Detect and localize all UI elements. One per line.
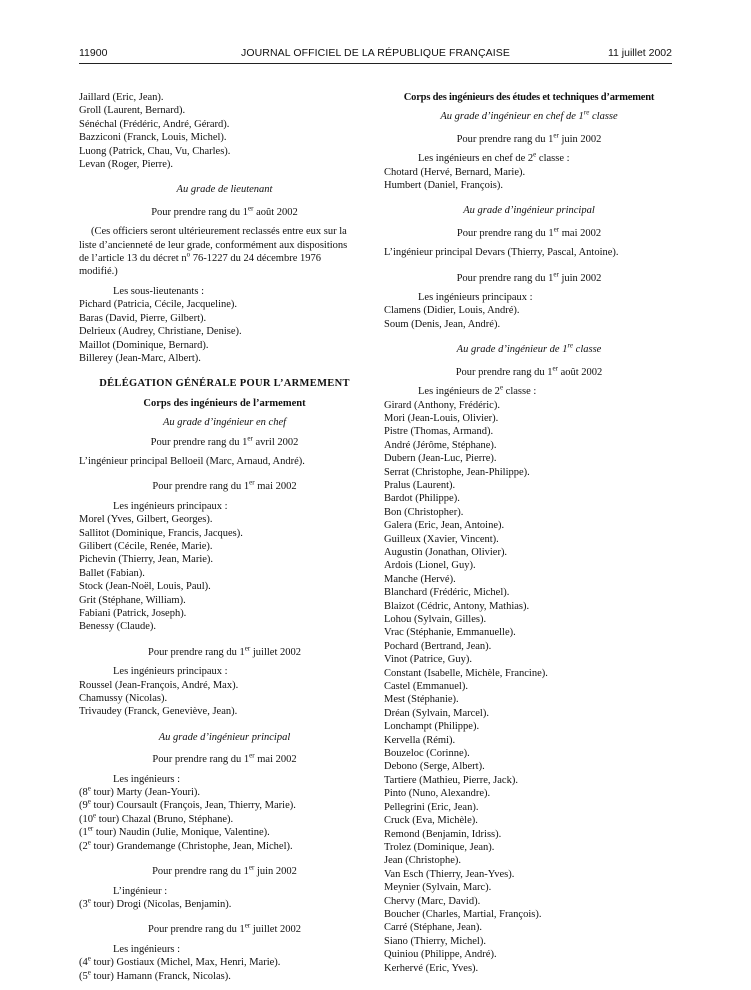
header-rule: [79, 63, 672, 64]
name-entry: Trolez (Dominique, Jean).: [384, 841, 495, 853]
grade-heading: Au grade d’ingénieur principal: [463, 205, 595, 217]
group-label: Les sous-lieutenants :: [113, 285, 204, 297]
name-list: [79, 91, 370, 171]
name-entry: Lohou (Sylvain, Gilles).: [384, 614, 487, 625]
name-entry: Clamens (Didier, Louis, André).: [384, 305, 520, 317]
name-entry: Levan (Roger, Pierre).: [79, 159, 174, 171]
name-entry: Bazziconi (Franck, Louis, Michel).: [79, 132, 227, 144]
name-entry: Delrieux (Audrey, Christiane, Denise).: [79, 326, 242, 338]
name-entry: (9e tour) Coursault (François, Jean, Thierry, Marie).: [79, 797, 296, 812]
name-entry: Cruck (Eva, Michèle).: [384, 815, 478, 827]
corps-heading: Corps des ingénieurs de l’armement: [143, 397, 306, 409]
name-entry: Debono (Serge, Albert).: [384, 761, 485, 773]
section-heading: DÉLÉGATION GÉNÉRALE POUR L’ARMEMENT: [99, 378, 350, 390]
rank-date: Pour prendre rang du 1er juin 2002: [152, 863, 297, 878]
name-entry: Chotard (Hervé, Bernard, Marie).: [384, 166, 526, 178]
name-entry: Guilleux (Xavier, Vincent).: [384, 533, 499, 545]
name-entry: Kerhervé (Eric, Yves).: [384, 962, 479, 974]
name-entry: Soum (Denis, Jean, André).: [384, 318, 501, 330]
name-entry: Mori (Jean-Louis, Olivier).: [384, 412, 499, 424]
rank-date: Pour prendre rang du 1er août 2002: [151, 204, 298, 218]
name-entry: Groll (Laurent, Bernard).: [79, 105, 186, 117]
name-entry: Chervy (Marc, David).: [384, 895, 481, 907]
name-entry: (10e tour) Chazal (Bruno, Stéphane).: [79, 811, 234, 825]
name-entry: Pralus (Laurent).: [384, 479, 456, 491]
rank-date: Pour prendre rang du 1er août 2002: [455, 364, 603, 378]
name-entry: Pochard (Bertrand, Jean).: [384, 640, 492, 652]
name-entry: Billerey (Jean-Marc, Albert).: [79, 352, 201, 364]
name-entry: (1er tour) Naudin (Julie, Monique, Valentine).: [79, 824, 270, 839]
name-entry: Roussel (Jean-François, André, Max).: [79, 679, 239, 691]
name-entry: Pinto (Nuno, Alexandre).: [384, 788, 491, 800]
reclassification-note: [79, 225, 370, 279]
rank-date: Pour prendre rang du 1er mai 2002: [456, 225, 602, 239]
name-entry: Trivaudey (Franck, Geneviève, Jean).: [79, 706, 238, 718]
name-entry: Bon (Christopher).: [384, 506, 464, 518]
name-entry: Carré (Stéphane, Jean).: [384, 922, 482, 934]
name-list: [79, 513, 370, 634]
rank-date: Pour prendre rang du 1er avril 2002: [150, 434, 299, 448]
name-entry: Dréan (Sylvain, Marcel).: [384, 707, 489, 719]
grade-heading: Au grade d’ingénieur en chef: [162, 417, 287, 429]
rank-date: Pour prendre rang du 1er juin 2002: [456, 270, 602, 284]
name-entry: Manche (Hervé).: [384, 573, 456, 585]
name-list: [384, 304, 674, 331]
name-entry: Pistre (Thomas, Armand).: [384, 426, 494, 438]
publication-date: 11 juillet 2002: [607, 47, 672, 59]
journal-title: JOURNAL OFFICIEL DE LA RÉPUBLIQUE FRANÇAISE: [241, 47, 510, 59]
name-entry: Sallitot (Dominique, Francis, Jacques).: [79, 527, 243, 539]
name-entry: Dubern (Jean-Luc, Pierre).: [384, 453, 497, 465]
name-entry: Bardot (Philippe).: [384, 493, 460, 505]
name-entry: Vinot (Patrice, Guy).: [384, 654, 473, 666]
note-line: de l’article 13 du décret $n^o$ 76-1227 du 24 décembre 1976: [79, 250, 322, 265]
name-entry: Baras (David, Pierre, Gilbert).: [79, 312, 207, 324]
name-list: [79, 956, 370, 983]
name-entry: Stock (Jean-Noël, Louis, Paul).: [79, 581, 211, 593]
name-entry: Galera (Eric, Jean, Antoine).: [384, 520, 505, 532]
name-entry: Bouzeloc (Corinne).: [384, 748, 470, 760]
group-label: Les ingénieurs principaux :: [418, 292, 533, 304]
name-entry: Van Esch (Thierry, Jean-Yves).: [384, 868, 515, 880]
name-entry: Kervella (Rémi).: [384, 734, 456, 746]
group-label: Les ingénieurs en chef de 2e classe :: [418, 150, 570, 165]
name-entry: André (Jérôme, Stéphane).: [384, 439, 497, 451]
rank-date: Pour prendre rang du 1er juillet 2002: [147, 644, 301, 658]
corps-heading: Corps des ingénieurs des études et techniques d’armement: [403, 92, 655, 103]
group-label: Les ingénieurs principaux :: [113, 666, 228, 678]
name-entry: Girard (Anthony, Frédéric).: [384, 399, 500, 411]
name-entry: Ballet (Fabian).: [79, 567, 145, 579]
note-line: (Ces officiers seront ultérieurement reclassés entre eux sur la: [91, 226, 347, 238]
name-entry: Siano (Thierry, Michel).: [384, 935, 486, 947]
name-entry: (3e tour) Drogi (Nicolas, Benjamin).: [79, 896, 232, 910]
group-label: Les ingénieurs :: [113, 773, 181, 785]
name-entry: Boucher (Charles, Martial, François).: [384, 908, 542, 920]
name-entry: Mest (Stéphanie).: [384, 694, 459, 706]
group-label: L’ingénieur :: [113, 885, 168, 897]
grade-heading: Au grade de lieutenant: [176, 184, 273, 196]
name-entry: Grit (Stéphane, William).: [79, 594, 186, 606]
name-entry: Maillot (Dominique, Bernard).: [79, 339, 209, 351]
grade-heading: Au grade d’ingénieur en chef de 1re classe: [440, 108, 618, 123]
note-line: modifié.): [79, 266, 118, 278]
name-entry: Humbert (Daniel, François).: [384, 180, 503, 192]
note-line: liste d’ancienneté de leur grade, conformément aux dispositions: [79, 239, 348, 251]
page-number: 11900: [79, 47, 108, 59]
name-entry: (5e tour) Hamann (Franck, Nicolas).: [79, 968, 231, 982]
name-entry: Morel (Yves, Gilbert, Georges).: [79, 514, 213, 526]
name-entry: Quiniou (Philippe, André).: [384, 949, 497, 961]
name-entry: Constant (Isabelle, Michèle, Francine).: [384, 667, 548, 679]
name-entry: Tartiere (Mathieu, Pierre, Jack).: [384, 774, 518, 786]
name-list: [79, 679, 370, 719]
name-entry: Jean (Christophe).: [384, 855, 461, 867]
name-entry: Remond (Benjamin, Idriss).: [384, 828, 502, 840]
name-entry: Vrac (Stéphanie, Emmanuelle).: [384, 627, 516, 639]
right-column: [384, 91, 674, 975]
group-label: Les ingénieurs principaux :: [113, 500, 228, 512]
name-entry: (8e tour) Marty (Jean-Youri).: [79, 784, 201, 799]
group-label: Les ingénieurs de 2e classe :: [418, 383, 537, 398]
name-entry: Serrat (Christophe, Jean-Philippe).: [384, 466, 530, 478]
name-entry: Fabiani (Patrick, Joseph).: [79, 608, 187, 619]
name-entry: Benessy (Claude).: [79, 621, 156, 633]
name-entry: Blaizot (Cédric, Antony, Mathias).: [384, 600, 530, 612]
name-entry: Blanchard (Frédéric, Michel).: [384, 587, 510, 599]
rank-date: Pour prendre rang du 1er juin 2002: [456, 131, 602, 145]
appointment-line: L’ingénieur principal Devars (Thierry, Pascal, Antoine).: [384, 247, 619, 259]
name-entry: Pellegrini (Eric, Jean).: [384, 801, 479, 813]
name-entry: Pichevin (Thierry, Jean, Marie).: [79, 554, 214, 566]
group-label: Les ingénieurs :: [113, 943, 181, 955]
name-entry: Castel (Emmanuel).: [384, 681, 468, 693]
name-entry: Jaillard (Eric, Jean).: [79, 92, 164, 103]
name-list: [79, 298, 370, 365]
name-entry: Augustin (Jonathan, Olivier).: [384, 546, 508, 558]
grade-heading: Au grade d’ingénieur de 1re classe: [456, 341, 602, 356]
appointment-line: L’ingénieur principal Belloeil (Marc, Arnaud, André).: [79, 455, 305, 467]
rank-date: Pour prendre rang du 1er juillet 2002: [147, 921, 301, 936]
name-entry: Ardois (Lionel, Guy).: [384, 560, 476, 572]
rank-date: Pour prendre rang du 1er mai 2002: [152, 751, 297, 766]
grade-heading: Au grade d’ingénieur principal: [158, 731, 291, 743]
name-entry: Pichard (Patricia, Cécile, Jacqueline).: [79, 299, 238, 311]
name-list: [384, 166, 674, 193]
name-list: [79, 898, 370, 911]
name-entry: (4e tour) Gostiaux (Michel, Max, Henri, Marie).: [79, 954, 281, 969]
name-list: [79, 786, 370, 853]
name-entry: (2e tour) Grandemange (Christophe, Jean, Michel).: [79, 838, 293, 852]
name-entry: Sénéchal (Frédéric, André, Gérard).: [79, 118, 230, 130]
name-entry: Chamussy (Nicolas).: [79, 693, 168, 705]
left-column: [79, 91, 370, 983]
name-entry: Gilibert (Cécile, Renée, Marie).: [79, 540, 213, 552]
name-list: [384, 399, 674, 975]
name-entry: Luong (Patrick, Chau, Vu, Charles).: [79, 145, 231, 157]
name-entry: Lonchampt (Philippe).: [384, 721, 480, 733]
name-entry: Meynier (Sylvain, Marc).: [384, 882, 492, 894]
rank-date: Pour prendre rang du 1er mai 2002: [152, 478, 297, 493]
